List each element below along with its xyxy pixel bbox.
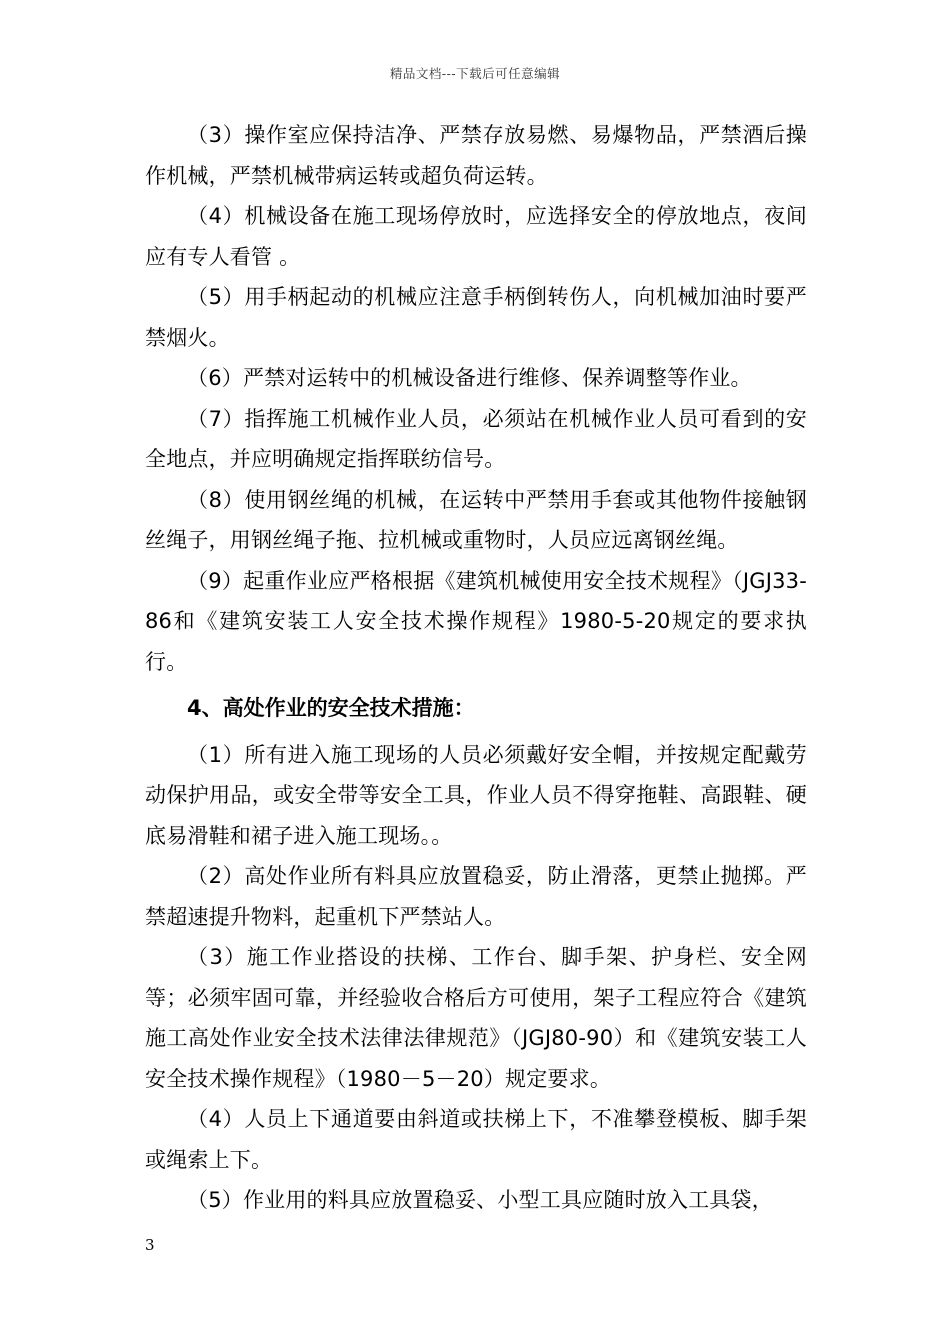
paragraph-item-7: （7）指挥施工机械作业人员，必须站在机械作业人员可看到的安全地点，并应明确规定指挥联纺信号。: [145, 406, 807, 471]
paragraph-item-9: （9）起重作业应严格根据《建筑机械使用安全技术规程》（JGJ33-86和《建筑安装工人安全技术操作规程》1980-5-20规定的要求执行。: [145, 568, 807, 674]
page-header: 精品文档---下载后可任意编辑: [389, 66, 561, 81]
section-heading: 4、高处作业的安全技术措施：: [187, 696, 475, 720]
paragraph-item-4: （4）机械设备在施工现场停放时，应选择安全的停放地点，夜间应有专人看管 。: [145, 204, 807, 269]
paragraph-item-6: （6）严禁对运转中的机械设备进行维修、保养调整等作业。: [187, 366, 752, 390]
paragraph-item-3: （3）操作室应保持洁净、严禁存放易燃、易爆物品，严禁酒后操作机械，严禁机械带病运转或超负荷运转。: [145, 123, 807, 188]
section-paragraph-2: （2）高处作业所有料具应放置稳妥，防止滑落，更禁止抛掷。严禁超速提升物料，起重机下严禁站人。: [145, 864, 807, 929]
section-paragraph-1: （1）所有进入施工现场的人员必须戴好安全帽，并按规定配戴劳动保护用品，或安全带等安全工具，作业人员不得穿拖鞋、高跟鞋、硬底易滑鞋和裙子进入施工现场。。: [145, 742, 807, 848]
paragraph-item-8: （8）使用钢丝绳的机械，在运转中严禁用手套或其他物件接触钢丝绳子，用钢丝绳子拖、拉机械或重物时，人员应远离钢丝绳。: [145, 487, 807, 552]
document-body: [145, 115, 807, 1221]
page-number: 3: [145, 1236, 155, 1254]
section-paragraph-5: （5）作业用的料具应放置稳妥、小型工具应随时放入工具袋，: [187, 1188, 773, 1212]
section-paragraph-3: （3）施工作业搭设的扶梯、工作台、脚手架、护身栏、安全网等；必须牢固可靠，并经验收合格后方可使用，架子工程应符合《建筑施工高处作业安全技术法律法律规范》（JGJ80-90）和《建筑安装工人安全技术操作规程》（1980－5－20）规定要求。: [145, 945, 807, 1091]
paragraph-item-5: （5）用手柄起动的机械应注意手柄倒转伤人，向机械加油时要严禁烟火。: [145, 285, 807, 350]
section-paragraph-4: （4）人员上下通道要由斜道或扶梯上下，不准攀登模板、脚手架或绳索上下。: [145, 1107, 807, 1172]
